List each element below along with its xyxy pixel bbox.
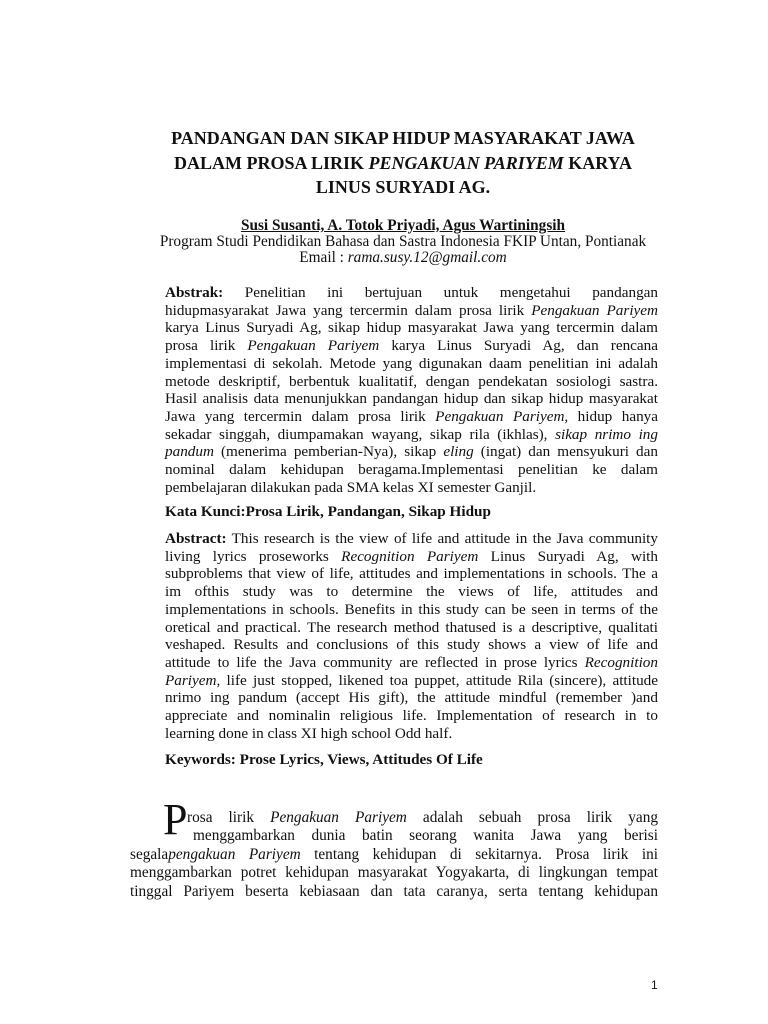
keywords-indonesian: Kata Kunci:Prosa Lirik, Pandangan, Sikap Hidup	[165, 503, 491, 520]
text-run: PANDANGAN DAN SIKAP HIDUP MASYARAKAT JAWA	[171, 128, 635, 148]
abstract-line	[165, 725, 658, 743]
page-number: 1	[651, 978, 658, 992]
italic-text-run: Pengakuan Pariyem	[531, 301, 658, 319]
bold-label: Abstrak:	[165, 284, 224, 301]
text-run: tinggal Pariyem beserta kebiasaan dan tata caranya, serta tentang kehidupan	[130, 882, 658, 900]
text-run: karya Linus Suryadi Ag, sikap hidup masyarakat Jawa yang tercermin dalam	[165, 319, 658, 337]
abstract-line	[165, 548, 658, 566]
italic-text-run: Recognition	[584, 653, 658, 671]
abstract-line	[165, 707, 658, 725]
italic-text-run: Recognition Pariyem	[341, 547, 479, 565]
abstract-line	[165, 530, 658, 548]
text-run: hidupmasyarakat Jawa yang tercermin dalam prosa lirik	[165, 301, 532, 319]
title-line	[131, 175, 675, 200]
text-run: appreciate and nominalin religious life. Implementation of research in to	[165, 707, 658, 725]
abstrak-line	[165, 337, 658, 355]
text-run: tentang kehidupan di sekitarnya. Prosa lirik ini	[300, 845, 658, 863]
body-line	[193, 827, 658, 845]
abstract-line	[165, 619, 658, 637]
text-run: (menerima pemberian-Nya), sikap	[213, 443, 444, 461]
text-run: , hidup hanya	[564, 407, 659, 425]
text-run: rosa lirik	[187, 809, 271, 826]
abstract-line	[165, 601, 658, 619]
abstrak-line	[165, 479, 658, 497]
body-line	[130, 846, 658, 864]
bold-label: Abstract:	[165, 530, 227, 547]
italic-text-run: Pariyem	[165, 671, 217, 689]
abstract-line	[165, 565, 658, 583]
italic-text-run: PENGAKUAN PARIYEM	[368, 152, 564, 173]
affiliation: Program Studi Pendidikan Bahasa dan Sastra Indonesia FKIP Untan, Pontianak	[159, 233, 647, 250]
text-run: im ofthis study was to determine the views of life, attitudes and	[165, 583, 658, 601]
text-run: Hasil analisis data menunjukkan pandangan hidup dan sikap hidup masyarakat	[165, 390, 658, 408]
text-run: karya Linus Suryadi Ag, dan rencana	[379, 337, 658, 355]
abstrak-line	[165, 408, 658, 426]
text-run: adalah sebuah prosa lirik yang	[406, 809, 658, 826]
abstract-line	[165, 583, 658, 601]
text-run: veshaped. Results and conclusions of this study shows a view of life and	[165, 636, 658, 654]
abstract-line	[165, 654, 658, 672]
text-run: menggambarkan dunia batin seorang wanita Jawa yang berisi	[193, 827, 658, 845]
text-run: KARYA	[563, 152, 632, 173]
text-run: Jawa yang tercermin dalam prosa lirik	[165, 407, 436, 425]
abstrak-line	[165, 302, 658, 320]
text-run: (ingat) dan mensyukuri dan	[473, 443, 658, 461]
text-run: implementations in schools. Benefits in this study can be seen in terms of the	[165, 600, 658, 618]
email-label: Email :	[299, 249, 348, 266]
abstrak-line	[165, 319, 658, 337]
italic-text-run: pandum	[165, 443, 214, 461]
author-names: Susi Susanti, A. Totok Priyadi, Agus Wartiningsih	[240, 217, 566, 234]
text-run: oretical and practical. The research method thatused is a descriptive, qualitati	[165, 618, 658, 636]
body-paragraph	[130, 809, 658, 901]
italic-text-run: sikap nrimo ing	[555, 425, 658, 443]
italic-text-run: eling	[443, 443, 474, 461]
body-line	[187, 809, 658, 827]
abstract-indonesian	[165, 284, 658, 496]
paper-title	[131, 126, 675, 200]
text-run: implementasi di sekolah. Metode yang digunakan daam penelitian ini adalah	[165, 354, 658, 372]
abstract-line	[165, 636, 658, 654]
body-line	[130, 883, 658, 901]
text-run: subproblems that view of life, attitudes and implementations in schools. The a	[165, 565, 658, 583]
email-line	[131, 250, 675, 266]
text-run: DALAM PROSA LIRIK	[174, 152, 369, 173]
keywords-english: Keywords: Prose Lyrics, Views, Attitudes Of Life	[165, 751, 483, 768]
body-line	[130, 864, 658, 882]
author-byline	[131, 218, 675, 266]
italic-text-run: Pengakuan Pariyem	[247, 337, 380, 355]
text-run: pembelajaran dilakukan pada SMA kelas XI semester Ganjil.	[165, 478, 537, 496]
text-run: , life just stopped, likened toa puppet, attitude Rila (sincere), attitude	[216, 671, 658, 689]
abstrak-line	[165, 390, 658, 408]
abstrak-line	[165, 373, 658, 391]
abstrak-line	[165, 461, 658, 479]
text-run: prosa lirik	[165, 337, 248, 355]
abstract-line	[165, 689, 658, 707]
drop-cap: P	[163, 795, 188, 844]
text-run: nrimo ing pandum (accept His gift), the attitude mindful (remember )and	[165, 689, 658, 707]
text-run: Penelitian ini bertujuan untuk mengetahui pandangan	[223, 284, 658, 301]
abstrak-line	[165, 355, 658, 373]
text-run: learning done in class XI high school Odd half.	[165, 724, 453, 742]
text-run: menggambarkan potret kehidupan masyarakat Yogyakarta, di lingkungan tempat	[130, 864, 658, 882]
text-run: Linus Suryadi Ag, with	[478, 547, 658, 565]
italic-text-run: Pengakuan Pariyem	[270, 809, 407, 826]
text-run: metode deskriptif, berbentuk kualitatif, dengan pendekatan sosiologi sastra.	[165, 372, 658, 390]
text-run: attitude to life the Java community are reflected in prose lyrics	[165, 653, 585, 671]
italic-text-run: pengakuan Pariyem	[168, 845, 301, 863]
email-address: rama.susy.12@gmail.com	[347, 249, 507, 266]
text-run: sekadar singgah, diumpamakan wayang, sikap rila (ikhlas),	[165, 425, 556, 443]
text-run: living lyrics proseworks	[165, 547, 342, 565]
title-line	[131, 126, 675, 151]
abstrak-line	[165, 426, 658, 444]
abstract-line	[165, 672, 658, 690]
abstract-english	[165, 530, 658, 742]
abstrak-line	[165, 443, 658, 461]
text-run: This research is the view of life and attitude in the Java community	[226, 530, 658, 547]
italic-text-run: Pengakuan Pariyem	[435, 407, 565, 425]
text-run: LINUS SURYADI AG.	[315, 177, 491, 197]
abstrak-line	[165, 284, 658, 302]
text-run: nominal dalam kehidupan beragama.Implementasi penelitian ke dalam	[165, 461, 658, 479]
text-run: segala	[130, 845, 169, 863]
title-line	[131, 151, 675, 176]
